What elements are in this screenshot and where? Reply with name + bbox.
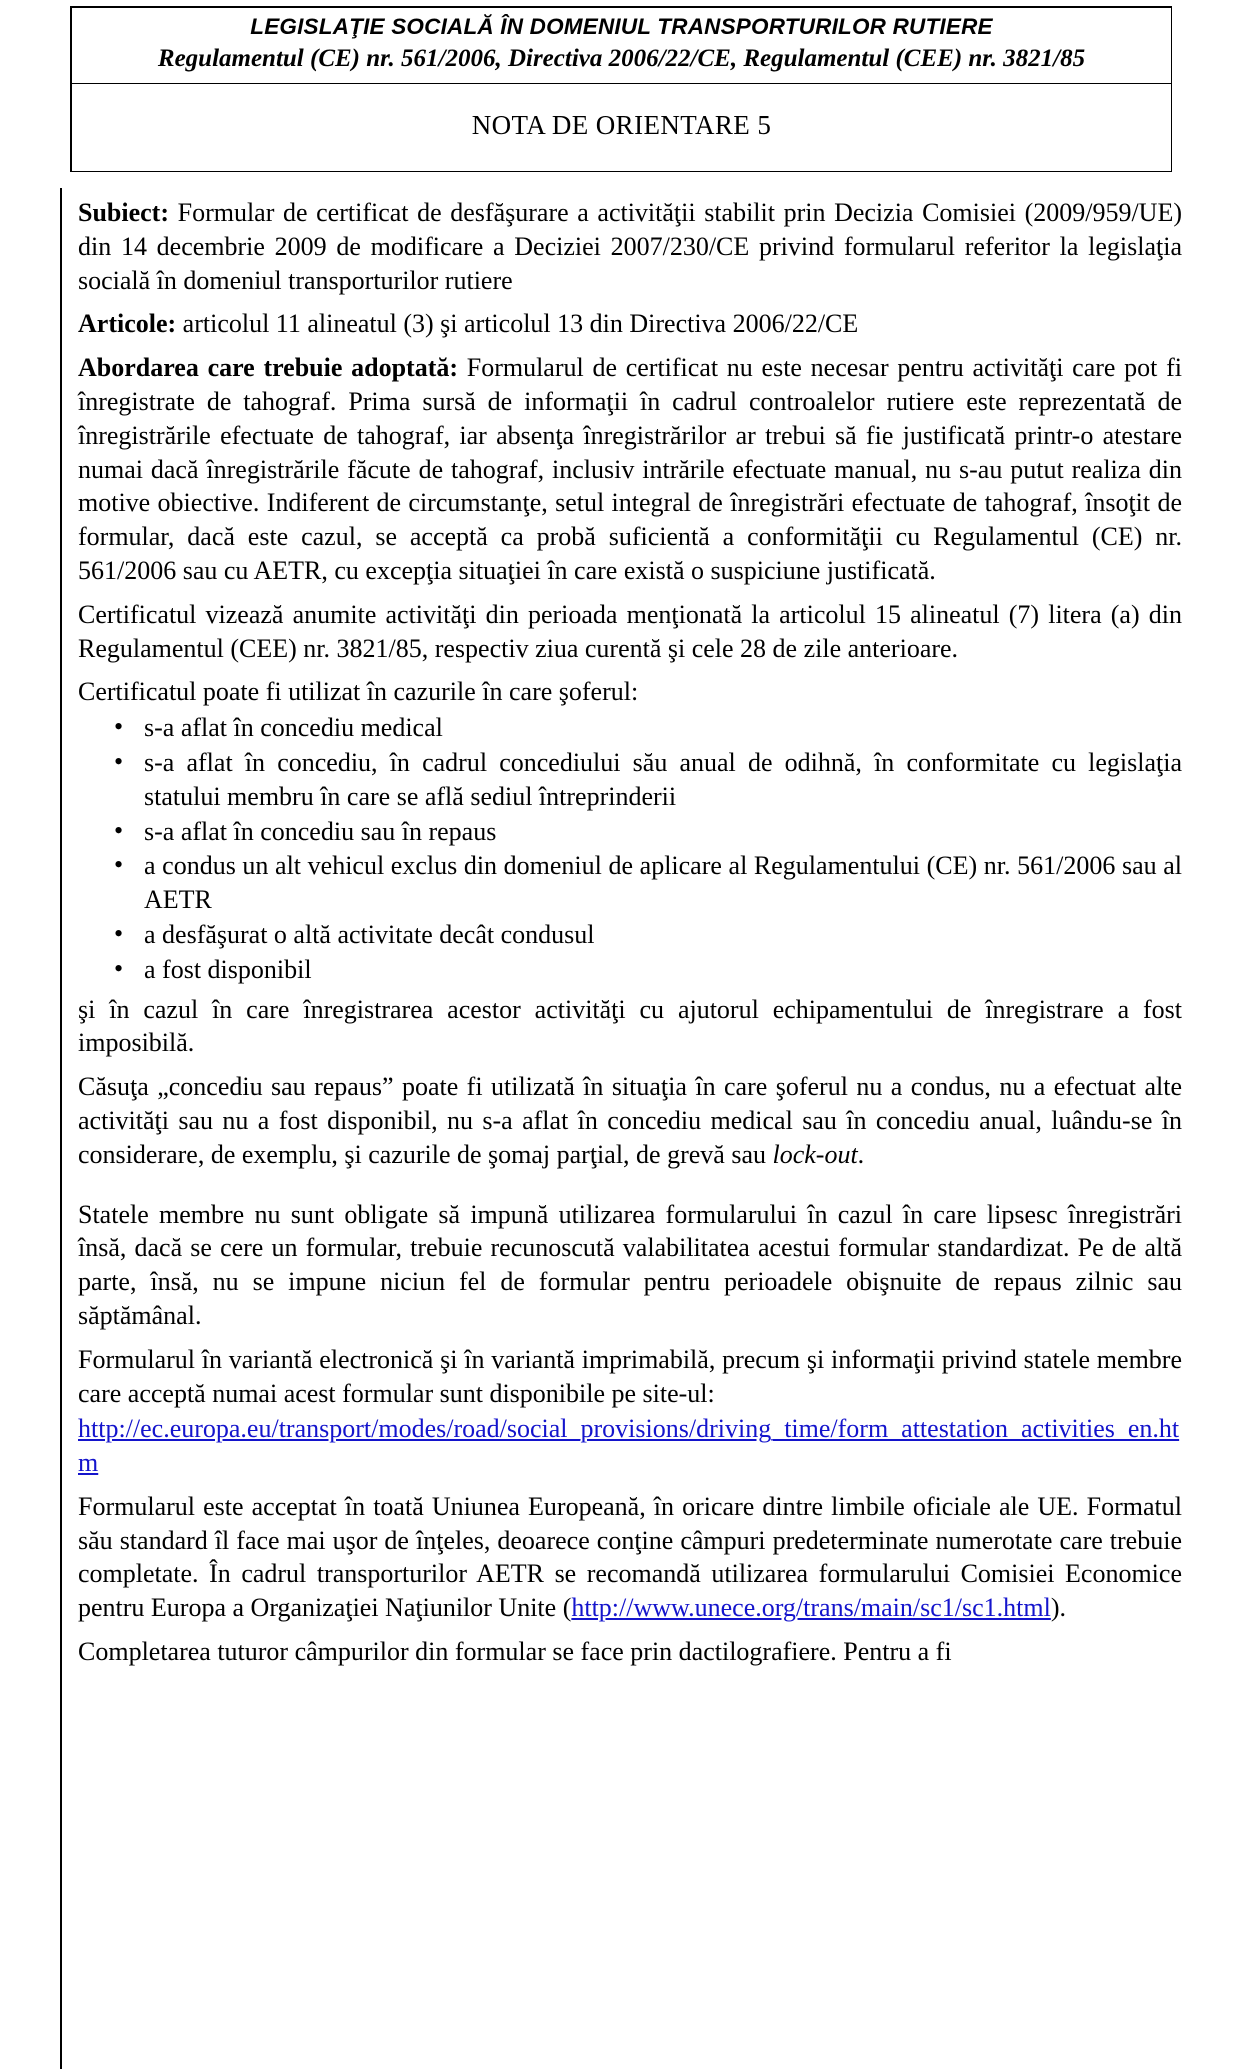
unece-link[interactable]: http://www.unece.org/trans/main/sc1/sc1.html (571, 1593, 1051, 1623)
list-item: • a condus un alt vehicul exclus din domeniul de aplicare al Regulamentului (CE) nr. 561/2006 sau al AETR (78, 849, 1182, 917)
casuta-text-part1: Căsuţa „concediu sau repaus” poate fi utilizată în situaţia în care şoferul nu a condus, nu a efectuat alte activităţi sau nu a fost disponibil, nu s-a aflat în concediu medical sau în concediu anual, luându-se în considerare, de exemplu, şi cazurile de şomaj parţial, de grevă sau (78, 1072, 1182, 1169)
casuta-lockout-term: lock-out (772, 1139, 858, 1169)
usecases-list (78, 711, 1182, 986)
note-title: NOTA DE ORIENTARE 5 (471, 110, 772, 140)
list-item: • a desfăşurat o altă activitate decât condusul (78, 918, 1182, 952)
after-bullets-paragraph: şi în cazul în care înregistrarea acestor activităţi cu ajutorul echipamentului de înregistrare a fost imposibilă. (78, 994, 1182, 1058)
subject-paragraph (78, 196, 1182, 297)
articles-paragraph (78, 307, 1182, 341)
subject-text: Formular de certificat de desfăşurare a activităţii stabilit prin Decizia Comisiei (2009/959/UE) din 14 decembrie 2009 de modificare a Deciziei 2007/230/CE privind formularul referitor la legislaţia socială în domeniul transporturilor rutiere (78, 198, 1182, 295)
document-page (0, 6, 1242, 1669)
certificate-period-paragraph: Certificatul vizează anumite activităţi din perioada menţionată la articolul 15 alineatul (7) litera (a) din Regulamentul (CEE) nr. 3821/85, respectiv ziua curentă şi cele 28 de zile anterioare. (78, 599, 1182, 663)
list-item: • s-a aflat în concediu sau în repaus (78, 815, 1182, 849)
left-border-rule (60, 188, 62, 2069)
list-item: • s-a aflat în concediu medical (78, 711, 1182, 745)
acceptance-text-part1: Formularul este acceptat în toată Uniunea Europeană, în oricare dintre limbile oficiale ale UE. Formatul său standard îl face mai uşor de înţeles, deoarece conţine câmpuri predeterminate numerotate care trebuie completate. În cadrul transporturilor AETR se recomandă utilizarea formularului Comisiei Economice pentru Europa a Organizaţiei Naţiunilor Unite ( (78, 1491, 1182, 1623)
form-attestation-link[interactable]: http://ec.europa.eu/transport/modes/road/social_provisions/driving_time/form_attestation_activities_en.htm (78, 1414, 1180, 1478)
header-title-line1: LEGISLAŢIE SOCIALĂ ÎN DOMENIUL TRANSPORTURILOR RUTIERE (250, 14, 993, 39)
member-states-paragraph: Statele membre nu sunt obligate să impună utilizarea formularului în cazul în care lipsesc înregistrări însă, dacă se cere un formular, trebuie recunoscută valabilitatea acestui formular standardizat. Pe de altă parte, însă, nu se impune niciun fel de formular pentru perioadele obişnuite de repaus zilnic sau săptămânal. (78, 1199, 1182, 1330)
casuta-paragraph (78, 1070, 1182, 1171)
articles-label: Articole: (78, 309, 177, 339)
approach-paragraph (78, 351, 1182, 588)
casuta-text-part2: . (857, 1139, 865, 1169)
main-link-paragraph (78, 1412, 1182, 1480)
usecases-intro-paragraph: Certificatul poate fi utilizat în cazurile în care şoferul: (78, 677, 639, 707)
document-body (78, 196, 1182, 1669)
subject-label: Subiect: (78, 198, 169, 227)
electronic-form-paragraph: Formularul în variantă electronică şi în variantă imprimabilă, precum şi informaţii privind statele membre care acceptă numai acest formular sunt disponibile pe site-ul: (78, 1344, 1182, 1408)
acceptance-text-part2: ). (1050, 1593, 1067, 1623)
document-header-box (70, 6, 1172, 84)
approach-text: Formularul de certificat nu este necesar pentru activităţi care pot fi înregistrate de tahograf. Prima sursă de informaţii în cadrul controalelor rutiere este reprezentată de înregistrările efectuate de tahograf, iar absenţa înregistrărilor ar trebui să fie justificată printr-o atestare numai dacă înregistrările făcute de tahograf, inclusiv intrările efectuate manual, nu s-au putut realiza din motive obiective. Indiferent de circumstanţe, setul integral de înregistrări efectuate de tahograf, însoţit de formular, dacă este cazul, se acceptă ca probă suficientă a conformităţii cu Regulamentul (CE) nr. 561/2006 sau cu AETR, cu excepţia situaţiei în care există o suspiciune justificată. (78, 353, 1182, 585)
header-title-line2: Regulamentul (CE) nr. 561/2006, Directiva 2006/22/CE, Regulamentul (CEE) nr. 3821/85 (157, 45, 1086, 72)
note-title-box (70, 84, 1172, 172)
list-item: • s-a aflat în concediu, în cadrul concediului său anual de odihnă, în conformitate cu legislaţia statului membru în care se află sediul întreprinderii (78, 746, 1182, 814)
paragraph-spacer (78, 1182, 1182, 1198)
list-item: • a fost disponibil (78, 953, 1182, 987)
last-paragraph: Completarea tuturor câmpurilor din formular se face prin dactilografiere. Pentru a fi (78, 1637, 952, 1667)
acceptance-paragraph (78, 1490, 1182, 1625)
articles-text: articolul 11 alineatul (3) şi articolul 13 din Directiva 2006/22/CE (176, 309, 859, 339)
approach-label: Abordarea care trebuie adoptată: (78, 353, 459, 383)
